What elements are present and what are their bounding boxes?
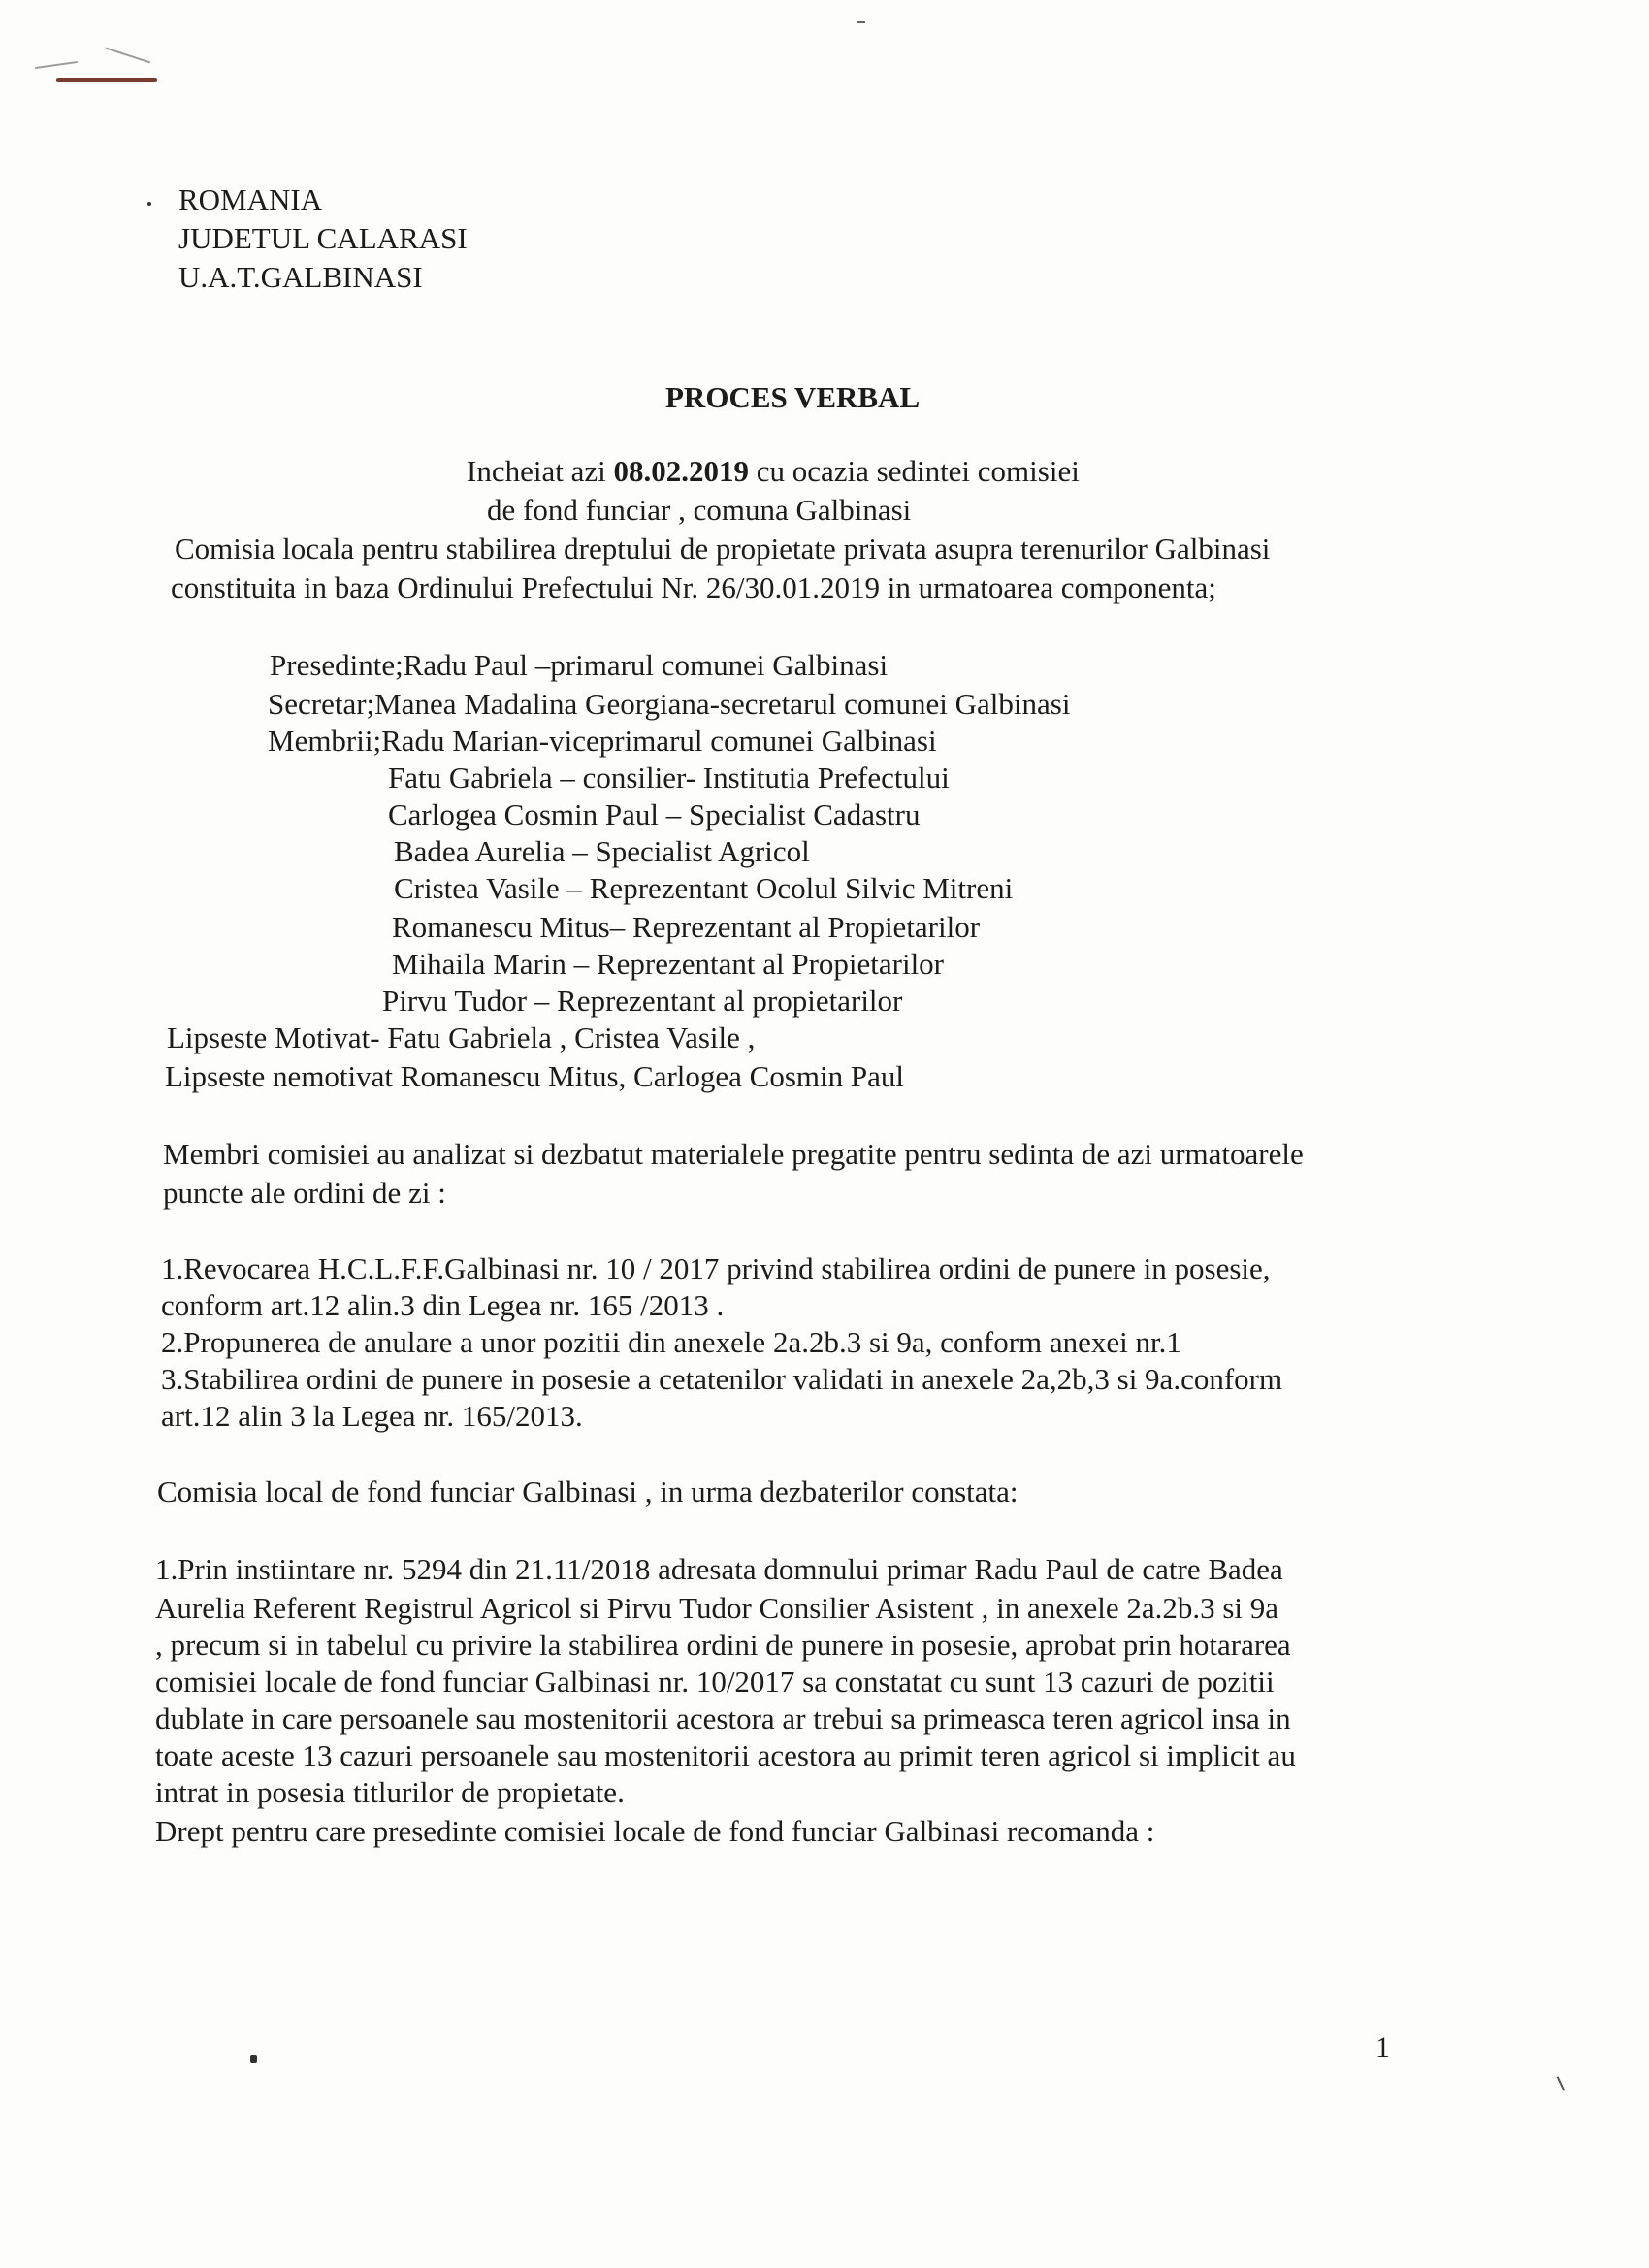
finding-line: toate aceste 13 cazuri persoanele sau mostenitorii acestora au primit teren agricol si implicit au: [155, 1738, 1296, 1772]
agenda-intro-line: puncte ale ordini de zi :: [163, 1176, 446, 1210]
member-line: Membrii;Radu Marian-viceprimarul comunei Galbinasi: [268, 724, 937, 758]
absent-unmotivated: Lipseste nemotivat Romanescu Mitus, Carlogea Cosmin Paul: [165, 1059, 904, 1093]
header-uat: U.A.T.GALBINASI: [178, 260, 423, 294]
agenda-item-line: 2.Propunerea de anulare a unor pozitii din anexele 2a.2b.3 si 9a, conform anexei nr.1: [161, 1325, 1181, 1359]
intro-line-1: [467, 454, 1080, 489]
page-number: 1: [1375, 2031, 1390, 2063]
member-line: Badea Aurelia – Specialist Agricol: [394, 834, 810, 868]
member-line: Fatu Gabriela – consilier- Institutia Prefectului: [388, 761, 950, 794]
header-county: JUDETUL CALARASI: [178, 221, 468, 255]
top-dash-mark: [857, 21, 865, 23]
bullet-dot: [147, 202, 151, 206]
member-line: Romanescu Mitus– Reprezentant al Propietarilor: [392, 910, 981, 944]
scribble-mark: [106, 48, 150, 64]
intro-line-4: constituita in baza Ordinului Prefectului Nr. 26/30.01.2019 in urmatoarea componenta;: [171, 570, 1216, 604]
intro-line-3: Comisia locala pentru stabilirea dreptului de propietate privata asupra terenurilor Galbinasi: [175, 532, 1271, 566]
member-line: Pirvu Tudor – Reprezentant al propietarilor: [382, 984, 903, 1018]
finding-line: dublate in care persoanele sau mostenitorii acestora ar trebui sa primeasca teren agricol insa in: [155, 1701, 1291, 1735]
scribble-mark: [35, 61, 78, 69]
member-line: Carlogea Cosmin Paul – Specialist Cadastru: [388, 797, 921, 831]
intro-line-2: de fond funciar , comuna Galbinasi: [487, 493, 912, 527]
intro-suffix: cu ocazia sedintei comisiei: [748, 454, 1080, 488]
finding-line: comisiei locale de fond funciar Galbinasi nr. 10/2017 sa constatat cu sunt 13 cazuri de pozitii: [155, 1665, 1275, 1699]
finding-line: , precum si in tabelul cu privire la stabilirea ordini de punere in posesie, aprobat prin hotararea: [155, 1628, 1291, 1662]
agenda-intro-line: Membri comisiei au analizat si dezbatut materialele pregatite pentru sedinta de azi urmatoarele: [163, 1137, 1304, 1171]
finding-intro: Comisia local de fond funciar Galbinasi , in urma dezbaterilor constata:: [157, 1474, 1018, 1508]
member-line: Mihaila Marin – Reprezentant al Propietarilor: [392, 947, 945, 981]
agenda-item-line: 3.Stabilirea ordini de punere in posesie a cetatenilor validati in anexele 2a,2b,3 si 9a.conform: [161, 1362, 1283, 1396]
member-line: Cristea Vasile – Reprezentant Ocolul Silvic Mitreni: [394, 871, 1014, 905]
agenda-item-line: conform art.12 alin.3 din Legea nr. 165 /2013 .: [161, 1288, 725, 1322]
finding-line: Aurelia Referent Registrul Agricol si Pirvu Tudor Consilier Asistent , in anexele 2a.2b.3 si 9a: [155, 1591, 1279, 1625]
bottom-mark: [250, 2055, 257, 2063]
agenda-item-line: 1.Revocarea H.C.L.F.F.Galbinasi nr. 10 / 2017 privind stabilirea ordini de punere in posesie,: [161, 1251, 1271, 1285]
absent-motivated: Lipseste Motivat- Fatu Gabriela , Cristea Vasile ,: [167, 1021, 756, 1054]
finding-line: 1.Prin instiintare nr. 5294 din 21.11/2018 adresata domnului primar Radu Paul de catre Badea: [155, 1552, 1283, 1586]
member-line: Secretar;Manea Madalina Georgiana-secretarul comunei Galbinasi: [268, 687, 1071, 721]
agenda-item-line: art.12 alin 3 la Legea nr. 165/2013.: [161, 1399, 583, 1433]
meeting-date: 08.02.2019: [613, 454, 749, 488]
finding-line: Drept pentru care presedinte comisiei locale de fond funciar Galbinasi recomanda :: [155, 1814, 1155, 1848]
intro-prefix: Incheiat azi: [467, 454, 614, 488]
header-country: ROMANIA: [178, 182, 323, 216]
bottom-right-mark: [1557, 2076, 1566, 2090]
member-line: Presedinte;Radu Paul –primarul comunei Galbinasi: [270, 648, 889, 682]
stamp-mark: [56, 78, 157, 82]
finding-line: intrat in posesia titlurilor de propietate.: [155, 1775, 625, 1809]
document-title: PROCES VERBAL: [665, 380, 921, 414]
